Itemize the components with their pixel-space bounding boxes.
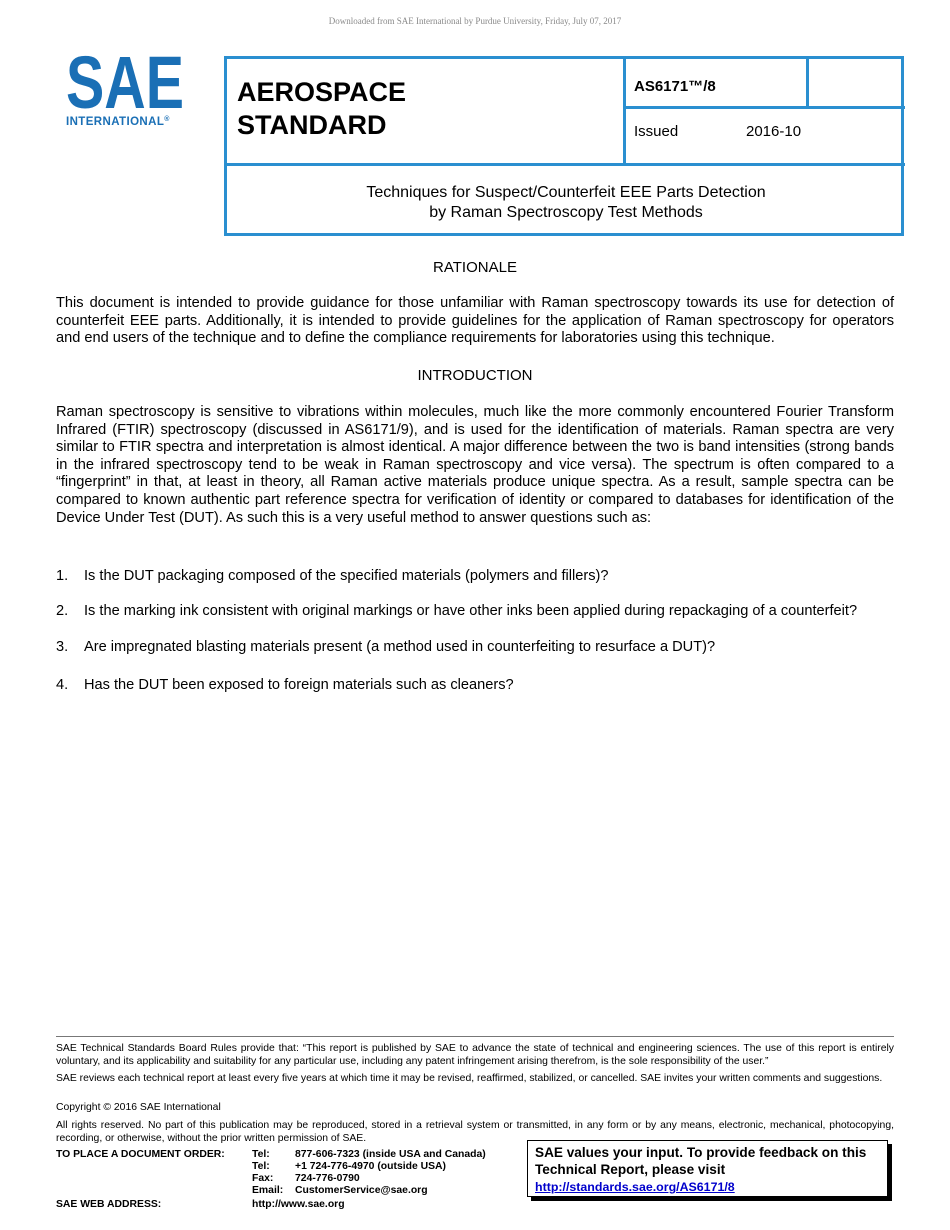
feedback-text: SAE values your input. To provide feedback on this [535,1145,867,1160]
feedback-text: Technical Report, please visit [535,1162,726,1177]
order-label: TO PLACE A DOCUMENT ORDER: [56,1149,225,1160]
logo-mark: SAE [66,52,184,112]
sae-logo-icon [66,52,191,112]
issued-date: 2016-10 [746,123,802,140]
issued-label: Issued [634,123,679,140]
copyright-text: Copyright © 2016 SAE International [56,1102,221,1113]
feedback-box [527,1140,888,1197]
rights-text: All rights reserved. No part of this publication may be reproduced, stored in a retrieval system or transmitted, in any form or by any means, electronic, mechanical, photocopying, recording, or otherwise, without the prior written permission of SAE. [56,1120,894,1144]
rationale-heading: RATIONALE [433,259,517,276]
feedback-link[interactable]: http://standards.sae.org/AS6171/8 [535,1180,735,1194]
header-divider [623,106,905,109]
contact-line: Fax: 724-776-0790 [252,1173,360,1184]
document-subtitle: Techniques for Suspect/Counterfeit EEE Parts Detection by Raman Spectroscopy Test Methods [366,184,766,221]
header-divider [806,56,809,108]
list-item: 1. Is the DUT packaging composed of the specified materials (polymers and fillers)? [56,568,609,584]
list-item: 3. Are impregnated blasting materials present (a method used in counterfeiting to resurface a DUT)? [56,639,716,655]
header-divider [623,56,626,166]
logo-subtitle: INTERNATIONAL® [66,116,170,128]
contact-line[interactable]: Email: CustomerService@sae.org [252,1185,428,1196]
contact-line: Tel: +1 724-776-4970 (outside USA) [252,1161,447,1172]
introduction-heading: INTRODUCTION [417,367,533,384]
sae-logo [66,52,191,132]
review-text: SAE reviews each technical report at least every five years at which time it may be revised, reaffirmed, stabilized, or cancelled. SAE invites your written comments and suggestions. [56,1073,883,1084]
document-type-title: AEROSPACE STANDARD [237,77,407,140]
document-number: AS6171™/8 [634,78,716,95]
contact-line: Tel: 877-606-7323 (inside USA and Canada) [252,1149,486,1160]
download-notice: Downloaded from SAE International by Purdue University, Friday, July 07, 2017 [328,16,622,26]
introduction-text: Raman spectroscopy is sensitive to vibrations within molecules, much like the more commonly encountered Fourier Transform Infrared (FTIR) spectroscopy (discussed in AS6171/9), and is used for the identification of materials. Raman spectra are very similar to FTIR spectra and interpretation is almost identical. A major difference between the two is band intensities (strong bands in the infrared spectroscopy tend to be weak in Raman spectroscopy and vice versa). The spectrum is often compared to a “fingerprint” in that, at least in theory, all Raman active materials produce unique spectra. As a result, sample spectra can be compared to known authentic part reference spectra for verification of identity or compared to databases for identification of the Device Under Test (DUT). As such this is a very useful method to answer questions such as: [56,404,894,526]
footer-divider [56,1036,894,1037]
list-item: 4. Has the DUT been exposed to foreign materials such as cleaners? [56,677,514,693]
web-address-label: SAE WEB ADDRESS: [56,1199,162,1210]
board-rules-text: SAE Technical Standards Board Rules provide that: “This report is published by SAE to advance the state of technical and engineering sciences. The use of this report is entirely voluntary, and its applicability and suitability for any particular use, including any patent infringement arising therefrom, is the sole responsibility of the user.” [56,1043,894,1067]
list-item: 2. Is the marking ink consistent with original markings or have other inks been applied during repackaging of a counterfeit? [56,603,858,619]
web-address-link[interactable]: http://www.sae.org [252,1199,345,1210]
rationale-text: This document is intended to provide guidance for those unfamiliar with Raman spectroscopy towards its use for detection of counterfeit EEE parts. Additionally, it is intended to provide guidelines for the application of Raman spectroscopy for operators and end users of the technique and to define the compliance requirements for laboratories using this technique. [56,295,894,347]
header-divider [224,163,905,166]
